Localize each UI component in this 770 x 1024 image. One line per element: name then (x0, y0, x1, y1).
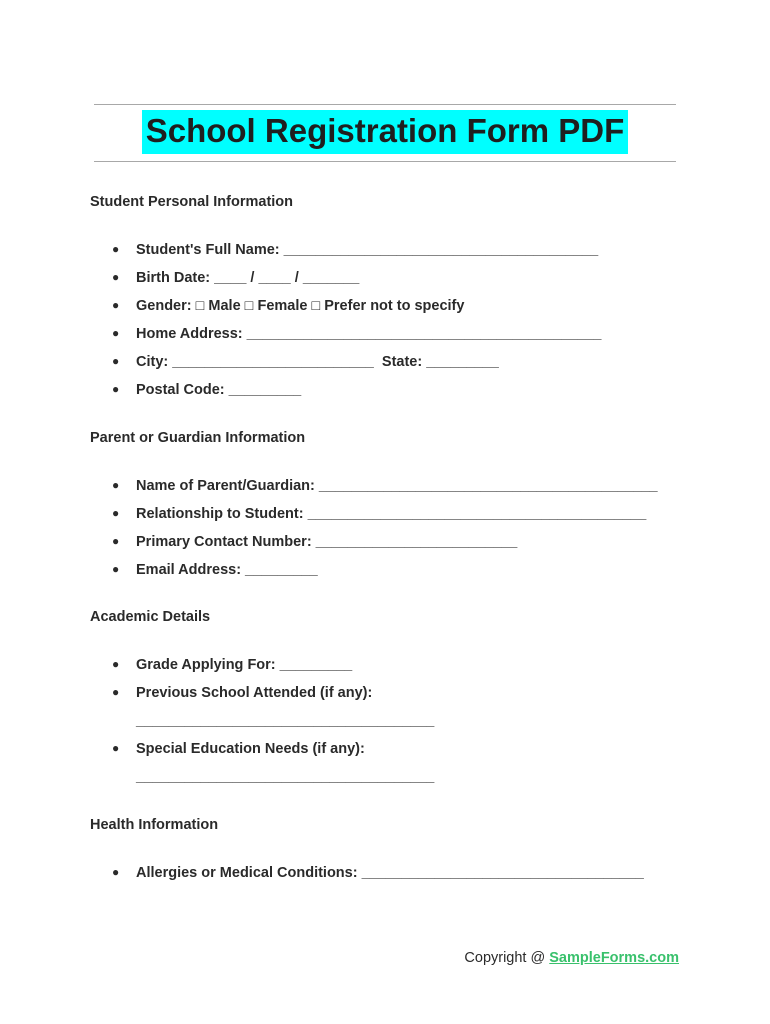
bullet-icon: ● (112, 506, 120, 520)
field-label: Previous School Attended (if any): (136, 685, 373, 701)
field-label: Home Address: ____________________________________________ (136, 326, 602, 342)
section-heading-parent: Parent or Guardian Information (90, 430, 306, 446)
field-label: Primary Contact Number: _________________________ (136, 534, 518, 550)
field-label: Email Address: _________ (136, 562, 318, 578)
bullet-icon: ● (112, 865, 120, 879)
bullet-icon: ● (112, 534, 120, 548)
section-heading-student: Student Personal Information (90, 194, 294, 210)
field-label: Relationship to Student: __________________________________________ (136, 506, 647, 522)
sampleforms-link[interactable]: SampleForms.com (549, 950, 679, 966)
field-previous-school-line[interactable]: _____________________________________ (136, 713, 435, 729)
field-label: Student's Full Name: _______________________________________ (136, 242, 599, 258)
bullet-icon: ● (112, 685, 120, 699)
bullet-icon: ● (112, 382, 120, 396)
field-label: Special Education Needs (if any): (136, 741, 365, 757)
title-text: School Registration Form PDF (142, 110, 629, 154)
field-label: Name of Parent/Guardian: __________________________________________ (136, 478, 658, 494)
bullet-icon: ● (112, 242, 120, 256)
bullet-icon: ● (112, 741, 120, 755)
bullet-icon: ● (112, 562, 120, 576)
field-gender[interactable] (112, 298, 464, 314)
field-relationship[interactable] (112, 506, 646, 522)
field-parent-name[interactable] (112, 478, 658, 494)
field-birth-date[interactable] (112, 270, 359, 286)
field-home-address[interactable] (112, 326, 601, 342)
field-allergies[interactable] (112, 865, 644, 881)
bullet-icon: ● (112, 657, 120, 671)
top-divider (94, 104, 676, 105)
bullet-icon: ● (112, 270, 120, 284)
section-heading-health: Health Information (90, 817, 219, 833)
bullet-icon: ● (112, 354, 120, 368)
field-special-needs[interactable] (112, 741, 365, 757)
field-label: Birth Date: ____ / ____ / _______ (136, 270, 360, 286)
bullet-icon: ● (112, 298, 120, 312)
bottom-divider (94, 161, 676, 162)
field-full-name[interactable] (112, 242, 598, 258)
field-city-state[interactable] (112, 354, 499, 370)
field-special-needs-line[interactable]: _____________________________________ (136, 769, 435, 785)
field-label: City: _________________________ State: _________ (136, 354, 499, 370)
field-grade[interactable] (112, 657, 352, 673)
page-title (0, 110, 770, 154)
field-previous-school[interactable] (112, 685, 372, 701)
field-postal-code[interactable] (112, 382, 301, 398)
field-label: Allergies or Medical Conditions: ___________________________________ (136, 865, 644, 881)
copyright-text: Copyright @ (464, 950, 550, 966)
field-email[interactable] (112, 562, 318, 578)
field-contact-number[interactable] (112, 534, 517, 550)
bullet-icon: ● (112, 478, 120, 492)
section-heading-academic: Academic Details (90, 609, 211, 625)
field-label: Gender: □ Male □ Female □ Prefer not to specify (136, 298, 465, 314)
field-label: Grade Applying For: _________ (136, 657, 353, 673)
bullet-icon: ● (112, 326, 120, 340)
field-label: Postal Code: _________ (136, 382, 302, 398)
copyright-footer (464, 950, 679, 966)
